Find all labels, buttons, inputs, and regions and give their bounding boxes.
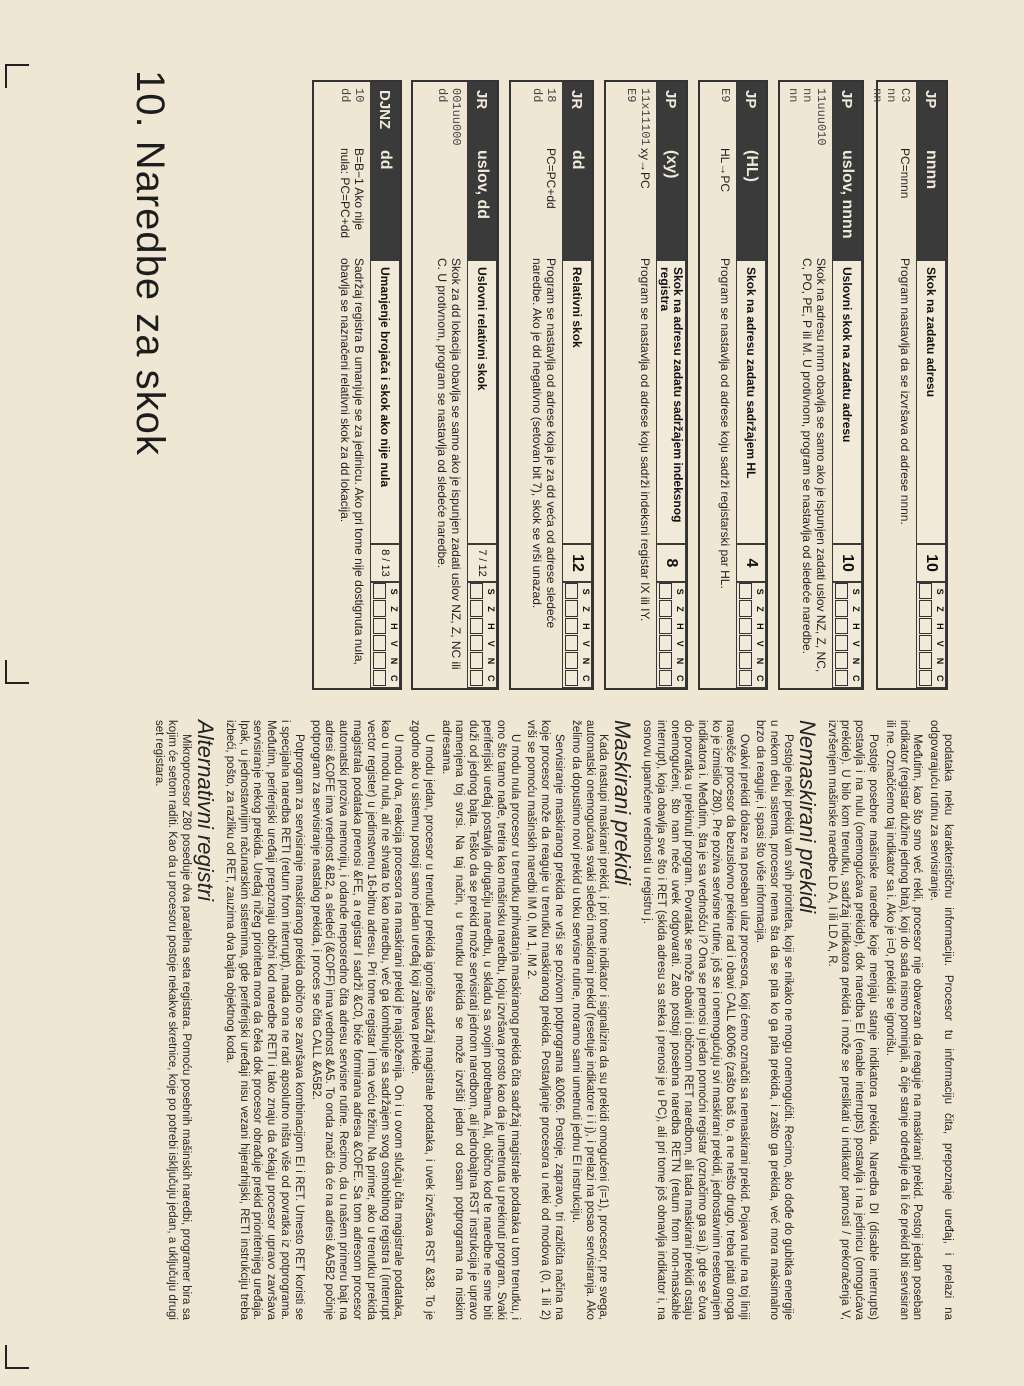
- flag-box: [565, 635, 578, 651]
- flag-box: [919, 635, 932, 651]
- flag-label: C: [486, 675, 496, 682]
- opcode: [688, 82, 732, 148]
- flag-label: V: [675, 640, 685, 647]
- flag-label: H: [581, 623, 591, 630]
- flag-box: [919, 670, 932, 686]
- cycle-count: 10: [832, 544, 862, 582]
- flag-box: [739, 652, 752, 668]
- cycle-count: 8 / 13: [370, 544, 400, 582]
- paragraph: U modu jedan, procesor u trenutku prekida ignoriše sadržaj magistrale podataka, i uvek izvršava RST &38. To je zgodno ako u sistemu postoji samo jedan uređaj koji zahteva prekide.: [409, 720, 435, 1320]
- opcode-line: nn: [786, 88, 800, 103]
- flag-table: [916, 582, 946, 688]
- opcode-line: 001uu000: [449, 88, 463, 146]
- flag-labels: [752, 583, 765, 687]
- effect: PC=PC+dd: [544, 148, 558, 209]
- flag-label: N: [935, 657, 945, 665]
- flag-label: N: [581, 657, 591, 665]
- opcode-line: 18: [544, 88, 558, 103]
- flag-box: [919, 583, 932, 599]
- operand: nnnn: [923, 150, 940, 190]
- cycle-count: 7 / 12: [467, 544, 497, 582]
- instruction-card: [312, 80, 402, 690]
- flag-label: Z: [755, 606, 765, 612]
- effect: HL→PC: [718, 148, 732, 193]
- mnemonic: JR: [568, 90, 586, 110]
- effect: B=B−1 Ako nije nula: PC=PC+dd: [338, 148, 366, 239]
- flag-box: [470, 670, 483, 686]
- paragraph: Ovakvi prekidi dolaze na poseban ulaz procesora, koji ćemo označiti sa nemaskirani prekid. Pojava nule na toj liniji navešće procesor da bezuslovno prekine rad i obavi CALL &0066 (zašto baš to, a ne nešto drugo, treba pitati onoga ko je izmislio Z80). Pre poziva servisne rutine, još se i onemogućuju svi maskirani prekidi, jednostavnim resetovanjem indikatora i. Međutim, šta je sa vrednošću i? Ona se prenosi u jedan pomoćni registar (označimo ga sa j), gde se čuva do povratka u prekinuti program. Povratak se može obaviti i običnom RET naredbom, ali tada maskirani prekidi ostaju onemogućeni, što nam neće uvek odgovarati. Zato postoji posebna naredba RETN (return from non-maskable interrupt), koja obavlja sve što i RET (skida adresu sa steka i prenosi je u PC), ali pri tome još obnavlja indikator i, na osnovu upamćene vrednosti u registru j.: [641, 720, 750, 1320]
- corner-mark: [5, 64, 29, 88]
- flag-box: [373, 618, 386, 634]
- description: Sadržaj registra B umanjuje se za jedinicu. Ako pri tome nije dostignuta nula, obavlja se naznačeni relativni skok za dd lokacija.: [338, 258, 366, 665]
- flag-boxes: [834, 583, 848, 687]
- flag-box: [739, 670, 752, 686]
- opcode-line: E9: [624, 88, 638, 103]
- mnemonic: JP: [838, 90, 856, 109]
- flag-box: [373, 583, 386, 599]
- flag-table: [832, 582, 862, 688]
- instruction-card: [870, 80, 948, 690]
- opcode-line: nn: [870, 88, 884, 103]
- corner-mark: [5, 1345, 29, 1369]
- description: Program se nastavlja od adrese koju sadrži indeksni registar IX ili IY.: [638, 258, 652, 622]
- flag-box: [659, 618, 672, 634]
- card-body: [316, 82, 370, 688]
- flag-label: Z: [675, 606, 685, 612]
- operand: dd: [377, 150, 394, 170]
- flag-table: [562, 582, 592, 688]
- card-title: Relativni skok: [562, 260, 592, 544]
- flag-table: [370, 582, 400, 688]
- flag-label: C: [675, 675, 685, 682]
- card-title: Uslovni relativni skok: [467, 260, 497, 544]
- card-title: Uslovni skok na zadatu adresu: [832, 260, 862, 544]
- flag-box: [739, 583, 752, 599]
- flag-label: H: [755, 623, 765, 630]
- paragraph: Potprogram za servisiranje maskiranog prekida obično se završava kombinacijom EI i RET. Umesto RET koristi se i specijalna naredba RETI (return from interrupt), mada ona ne radi apsolutno ništa više od povratka iz potprograma. Međutim, periferijski uređaji prepoznaju obični kod naredbe RETI i tako znaju da čekaju procesor upravo završava servisiranje nekog prekida. Uređaj nižeg prioriteta mora da čeka dok procesor obrađuje prekid prioritetnijeg uređaja. Ipak, u jednostavnijim računarskim sistemima, gde periferijski uređaji nisu vezani hijerarhijski, RETI instrukciju treba izbeći, pošto, za razliku od RET, zauzima dva bajta objektnog koda.: [223, 720, 305, 1320]
- flag-label: H: [851, 623, 861, 630]
- flag-box: [373, 600, 386, 616]
- flag-label: Z: [581, 606, 591, 612]
- flag-box: [659, 670, 672, 686]
- card-header: [562, 82, 592, 688]
- flag-label: Z: [935, 606, 945, 612]
- flag-box: [739, 618, 752, 634]
- mnemonic: JP: [742, 90, 760, 109]
- flag-label: V: [935, 640, 945, 647]
- section-heading: Maskirani prekidi: [610, 720, 636, 886]
- flag-label: S: [851, 588, 861, 595]
- opcode-line: nn: [800, 88, 814, 103]
- opcode-line: dd: [530, 88, 544, 103]
- opcode-line: 11uuu010: [814, 88, 828, 146]
- flag-label: H: [486, 623, 496, 630]
- opcode: [322, 82, 366, 148]
- effect: PC=nnnn: [898, 148, 912, 199]
- operand: dd: [569, 150, 586, 170]
- flag-box: [373, 652, 386, 668]
- flag-label: C: [851, 675, 861, 682]
- card-title: Umanjenje brojača i skok ako nije nula: [370, 260, 400, 544]
- paragraph: Servisiranje maskiranog prekida ne vrši se pozivom potprograma &0066. Postoje, zapravo, tri različita načina na koje procesor može da reaguje u trenutku maskiranog prekida. Postavljanje procesora u neki od modova (0, 1 ili 2) vrši se pomoću mašinskih naredbi IM 0, IM 1, IM 2.: [525, 720, 566, 1320]
- flag-label: Z: [486, 606, 496, 612]
- flag-boxes: [469, 583, 483, 687]
- card-title: Skok na adresu zadatu sadržajem HL: [736, 260, 766, 544]
- description: Program nastavlja da se izvršava od adrese nnnn.: [898, 258, 912, 525]
- flag-labels: [672, 583, 685, 687]
- flag-boxes: [658, 583, 672, 687]
- flag-label: S: [581, 588, 591, 595]
- flag-box: [919, 618, 932, 634]
- flag-box: [659, 635, 672, 651]
- flag-box: [659, 600, 672, 616]
- flag-box: [565, 670, 578, 686]
- opcode: [784, 82, 828, 148]
- flag-label: H: [935, 623, 945, 630]
- mnemonic: JR: [473, 90, 491, 110]
- flag-box: [373, 670, 386, 686]
- card-body: [862, 82, 916, 688]
- paragraph: U modu dva, reakcija procesora na maskirani prekid je najsloženija. On i u ovom slučaju čita magistrale podataka, kao u modu nula, ali ne shvata to kao naredbu, već ga kombinuje sa sadržajem svog osmobitnog registra I (interrupt vector register) u jedinstvenu 16-bitnu adresu. Pri tome registar I ima veću težinu. Na primer, ako u trenutku prekida magistrala podataka prenosi &FE, a registar I sadrži &C0, biće formirana adresa &C0FE. Sa tom adresom procesor automatski proziva memoriju, i odande neposredno čita adresu servisne rutine. Recimo, da u našem primeru bajt na adresi &C0FE ima vrednost &B2, a sledeći (&C0FF) ima vrednost &A5. To onda znači da će na adresi &A5B2 počinje potprogram za servisiranje nastalog prekida, i proces se čita CALL &A5B2.: [309, 720, 405, 1320]
- flag-labels: [932, 583, 945, 687]
- flag-box: [835, 583, 848, 599]
- flag-label: V: [389, 640, 399, 647]
- opcode: [868, 82, 912, 148]
- flag-label: C: [935, 675, 945, 682]
- description: Program se nastavlja od adrese koju sadrži registarski par HL.: [718, 258, 732, 589]
- card-header: [916, 82, 946, 688]
- flag-label: C: [755, 675, 765, 682]
- card-header: [467, 82, 497, 688]
- flag-box: [470, 600, 483, 616]
- card-body: [508, 82, 562, 688]
- instruction-card: [509, 80, 594, 690]
- flag-label: Z: [851, 606, 861, 612]
- operand: uslov, dd: [474, 150, 491, 220]
- opcode-line: dd: [338, 88, 352, 103]
- flag-label: V: [581, 640, 591, 647]
- flag-box: [565, 652, 578, 668]
- flag-label: N: [755, 657, 765, 665]
- card-title: Skok na adresu zadatu sadržajem indeksnog registra: [656, 260, 686, 544]
- mnemonic: JP: [662, 90, 680, 109]
- flag-box: [470, 583, 483, 599]
- effect: [419, 148, 463, 258]
- flag-box: [835, 600, 848, 616]
- card-body: [682, 82, 736, 688]
- flag-label: N: [389, 657, 399, 665]
- card-header: [370, 82, 400, 688]
- flag-box: [739, 600, 752, 616]
- paragraph: Mikroprocesor Z80 poseduje dva paralelna seta registara. Pomoću posebnih mašinskih naredbi, programer bira sa kojim će setom raditi. Kao da u procesoru postoje nekakve skretnice, koje po potrebi isključuju jedan, a uključuju drugi set registara.: [152, 720, 193, 1320]
- card-header: [832, 82, 862, 688]
- mnemonic: JP: [922, 90, 940, 109]
- flag-table: [736, 582, 766, 688]
- opcode-line: 11x11101: [638, 88, 652, 146]
- opcode-line: E9: [718, 88, 732, 103]
- flag-table: [656, 582, 686, 688]
- flag-label: Z: [389, 606, 399, 612]
- description: Skok na adresu nnnn obavlja se samo ako je ispunjen zadati uslov NZ, Z, NC, C, PO, PE, P ili M. U protivnom, program se nastavlja od sledeće naredbe.: [800, 258, 828, 673]
- operand: (xy): [663, 150, 680, 179]
- flag-label: C: [581, 675, 591, 682]
- card-body: [413, 82, 467, 688]
- article-column: [24, 720, 954, 1320]
- flag-box: [835, 670, 848, 686]
- flag-box: [470, 635, 483, 651]
- flag-box: [565, 618, 578, 634]
- instruction-card: [778, 80, 864, 690]
- corner-mark: [5, 660, 29, 684]
- cycle-count: 12: [562, 544, 592, 582]
- flag-box: [739, 635, 752, 651]
- effect: [784, 148, 828, 258]
- effect: xy→PC: [638, 148, 652, 189]
- opcode-line: nn: [884, 88, 898, 103]
- opcode-line: dd: [435, 88, 449, 103]
- flag-label: N: [675, 657, 685, 665]
- flag-labels: [848, 583, 861, 687]
- cycle-count: 10: [916, 544, 946, 582]
- operand: (HL): [743, 150, 760, 182]
- opcode: [514, 82, 558, 148]
- flag-box: [565, 600, 578, 616]
- flag-boxes: [564, 583, 578, 687]
- section-heading: Nemaskirani prekidi: [794, 720, 820, 914]
- flag-label: N: [851, 657, 861, 665]
- flag-box: [835, 635, 848, 651]
- paragraph: Kada nastupi maskirani prekid, i pri tome indikator i signalizira da su prekidi omogućeni (i=1), procesor, pre svega, automatski onemogućava svaki sledeći maskirani prekid (resetuje indikatore i i j), i prelazi na posao servisiranja. Ako želimo da dopustimo novi prekid u toku servisne rutine, moramo sami umetnuti jednu EI instrukciju.: [569, 720, 610, 1320]
- flag-label: V: [755, 640, 765, 647]
- opcode: [608, 82, 652, 148]
- cycle-count: 4: [736, 544, 766, 582]
- flag-label: S: [486, 588, 496, 595]
- paragraph: Postoje posebne mašinske naredbe koje menjaju stanje indikatora prekida. Naredba DI (disable interrupts) postavlja i na nulu (onemogućava prekide), dok naredba EI (enable interrupts) postavlja i na jedinicu (omogućava prekide). U bilo kom trenutku, sadržaj indikatora prekida i može se preslikati u indikator parnosti / prekoračenja V, izvršenjem mašinske naredbe LD A, I ili LD A, R.: [825, 720, 880, 1320]
- flag-label: S: [389, 588, 399, 595]
- flag-box: [470, 618, 483, 634]
- flag-label: H: [675, 623, 685, 630]
- flag-label: S: [675, 588, 685, 595]
- flag-label: C: [389, 675, 399, 682]
- instruction-card: [411, 80, 499, 690]
- operand: uslov, nnnn: [839, 150, 856, 239]
- section-heading: Alternativni registri: [192, 720, 218, 901]
- flag-label: N: [486, 657, 496, 665]
- flag-labels: [578, 583, 591, 687]
- flag-box: [470, 652, 483, 668]
- flag-box: [835, 652, 848, 668]
- paragraph: Postoje neki prekidi van svih prioriteta, koji se nikako ne mogu onemogućiti. Recimo, ako dođe do gubitka energije u nekom delu sistema, procesor nema šta da se pita ko ga pita prekida, i zašto ga prekida, već mora maksimalno brzo da reaguje, i spasi što više informacija.: [754, 720, 795, 1320]
- flag-label: H: [389, 623, 399, 630]
- flag-label: V: [486, 640, 496, 647]
- card-body: [602, 82, 656, 688]
- flag-label: V: [851, 640, 861, 647]
- flag-box: [659, 583, 672, 599]
- flag-box: [565, 583, 578, 599]
- card-title: Skok na zadatu adresu: [916, 260, 946, 544]
- flag-labels: [386, 583, 399, 687]
- card-header: [656, 82, 686, 688]
- opcode-line: C3: [898, 88, 912, 103]
- instruction-card: [604, 80, 688, 690]
- flag-boxes: [918, 583, 932, 687]
- flag-box: [373, 635, 386, 651]
- paragraph: Međutim, kao što smo već rekli, procesor nije obavezan da reaguje na maskirani prekid. Postoji jedan poseban indikator (registar dužine jednog bita), koji do sada nismo pominjali, a čije stanje određuje da li će prekid biti servisiran ili ne. Označićemo taj indikator sa i. Ako je i=0, prekidi se ignorišu.: [883, 720, 924, 1320]
- flag-label: S: [755, 588, 765, 595]
- description: Skok za dd lokacija obavlja se samo ako je ispunjen zadati uslov NZ, Z, NC ili C. U protivnom, program se nastavlja od sledeće naredbe.: [435, 258, 463, 670]
- flag-box: [659, 652, 672, 668]
- paragraph: podataka neku karakterističnu informaciju. Procesor tu informaciju čita, prepoznaje uređaj, i prelazi na odgovarajuću rutinu za servisiranje.: [928, 720, 954, 1320]
- instruction-card: [698, 80, 768, 690]
- description: Program se nastavlja od adrese koja je za dd veća od adrese sledeće naredbe. Ako je dd negativno (setovan bit 7), skok se vrši unazad.: [530, 258, 558, 629]
- opcode: [419, 82, 463, 148]
- flag-boxes: [372, 583, 386, 687]
- flag-box: [919, 600, 932, 616]
- flag-label: S: [935, 588, 945, 595]
- page-title: 10. Naredbe za skok: [128, 70, 172, 456]
- card-header: [736, 82, 766, 688]
- flag-box: [919, 652, 932, 668]
- cycle-count: 8: [656, 544, 686, 582]
- flag-labels: [483, 583, 496, 687]
- flag-box: [835, 618, 848, 634]
- card-body: [778, 82, 832, 688]
- flag-table: [467, 582, 497, 688]
- opcode-line: 10: [352, 88, 366, 103]
- paragraph: U modu nula procesor u trenutku prihvatanja maskiranog prekida čita sadržaj magistrale podataka u tom trenutku, i ono što tamo nađe, tretira kao mašinsku naredbu, koju izvršava prosto kao da je umetnuta u prekinuti program. Svaki periferijski uređaj postavlja drugačiju naredbu, u skladu sa svojim potrebama. Ali, obično kod te naredbe ne sme biti duži od jednog bajta. Teško da se prekid može servisirati jednom naredbom, ali jednobajtna RST instrukcija je upravo namenjena toj svrsi. Na taj način, u trenutku prekida se može izvršiti jedan od osam potprograma na niskim adresama.: [439, 720, 521, 1320]
- mnemonic: DJNZ: [376, 90, 394, 130]
- flag-boxes: [738, 583, 752, 687]
